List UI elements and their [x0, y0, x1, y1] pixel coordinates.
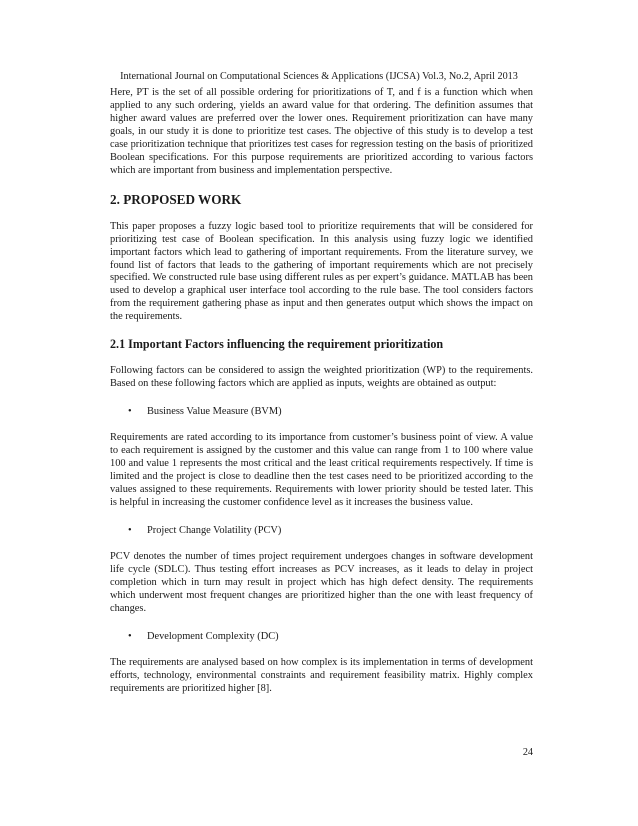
factor-paragraph-bvm: Requirements are rated according to its importance from customer’s business point of view. A value to each requirement is assigned by the customer and this value can range from 1 to 100 where value 100 and value 1 represents the most critical and the least critical requirements respectively. If time is limited and the project is close to deadline then the test cases need to be prioritized according to the values assigned to these requirements. Requirements with lower priority should be tested later. This is helpful in increasing the customer confidence level as it increases the business value. [110, 432, 533, 508]
bullet-marker: • [128, 630, 132, 642]
factor-bullet-bvm [128, 405, 533, 418]
factor-label: Business Value Measure (BVM) [147, 406, 282, 418]
important-factors-paragraph: Following factors can be considered to assign the weighted prioritization (WP) to the requirements. Based on these following factors which are applied as inputs, weights are obtained as output: [110, 365, 533, 390]
intro-paragraph: Here, PT is the set of all possible ordering for prioritizations of T, and f is a function which when applied to any such ordering, yields an award value for that ordering. The definition assumes that higher award values are preferred over the lower ones. Requirement prioritization can have many goals, in our study it is done to prioritize test cases. The objective of this study is to develop a test case prioritization technique that prioritizes test cases for regression testing on the basis of prioritized Boolean specifications. For this purpose requirements are prioritized according to various factors which are important from business and implementation perspective. [110, 87, 533, 176]
section-heading-number: 2. P [110, 191, 132, 207]
factor-bullet-dc [128, 630, 533, 643]
proposed-work-paragraph: This paper proposes a fuzzy logic based tool to prioritize requirements that will be considered for prioritizing test case of Boolean specification. In this analysis using fuzzy logic we identified important factors which lead to gathering of important requirements. From the literature survey, we found list of factors that leads to the gathering of important requirements which are not precisely specified. We constructed rule base using different rules as per expert’s guidance. MATLAB has been used to develop a graphical user interface tool according to the rule base. The tool considers factors from the requirement gathering phase as input and then generates output which shows the impact on the requirements. [110, 220, 533, 323]
subsection-heading-important-factors: 2.1 Important Factors influencing the requirement prioritization [110, 337, 444, 352]
section-heading-title: ROPOSED WORK [131, 191, 242, 207]
running-header: International Journal on Computational Sciences & Applications (IJCSA) Vol.3, No.2, April 2013 [120, 71, 518, 82]
bullet-marker: • [128, 524, 132, 536]
page-body [110, 87, 533, 696]
page-number: 24 [522, 747, 533, 758]
section-heading-proposed-work [110, 192, 533, 208]
factor-label: Development Complexity (DC) [147, 630, 279, 642]
factor-paragraph-dc: The requirements are analysed based on how complex is its implementation in terms of development efforts, technology, environmental constraints and requirement feasibility matrix. Highly complex requirements are prioritized higher [8]. [110, 656, 533, 694]
factor-label: Project Change Volatility (PCV) [147, 524, 282, 536]
factor-bullet-pcv [128, 524, 533, 537]
bullet-marker: • [128, 406, 132, 418]
factor-paragraph-pcv: PCV denotes the number of times project requirement undergoes changes in software development life cycle (SDLC). Thus testing effort increases as PCV increases, as it leads to delay in project completion which in turn may result in project which has high defect density. The requirements which underwent most frequent changes are prioritized higher than the one with least frequency of changes. [110, 550, 533, 614]
